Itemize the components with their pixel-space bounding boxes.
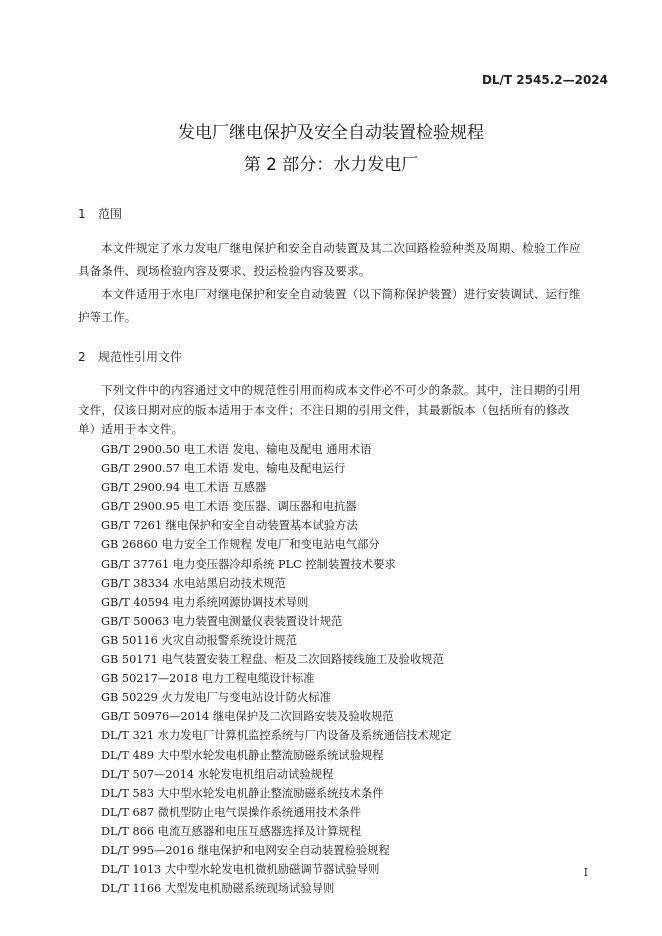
- references-intro-paragraph: 下列文件中的内容通过文中的规范性引用而构成本文件必不可少的条款。其中，注日期的引用文件，仅该日期对应的版本适用于本文件；不注日期的引用文件，其最新版本（包括所有的修改单）适用于本文件。: [78, 383, 581, 436]
- reference-item: GB/T 2900.95 电工术语 变压器、调压器和电抗器: [101, 500, 357, 514]
- reference-item: DL/T 1166 大型发电机励磁系统现场试验导则: [101, 882, 335, 896]
- scope-paragraph-1: 本文件规定了水力发电厂继电保护和安全自动装置及其二次回路检验种类及周期、检验工作应具备条件、现场检验内容及要求、投运检验内容及要求。: [78, 241, 581, 278]
- reference-item: GB/T 38334 水电站黑启动技术规范: [101, 576, 286, 590]
- reference-item: GB/T 2900.57 电工术语 发电、输电及配电运行: [101, 462, 346, 476]
- reference-item: DL/T 583 大中型水轮发电机静止整流励磁系统技术条件: [101, 786, 384, 800]
- section-heading-normative-references: [78, 348, 182, 365]
- reference-item: GB/T 2900.94 电工术语 互感器: [101, 481, 267, 495]
- reference-item: GB 26860 电力安全工作规程 发电厂和变电站电气部分: [101, 538, 380, 552]
- reference-item: GB 50229 火力发电厂与变电站设计防火标准: [101, 691, 331, 705]
- reference-item: DL/T 507—2014 水轮发电机组启动试验规程: [101, 767, 334, 781]
- section-heading-scope: [78, 205, 122, 222]
- section-title: 范围: [98, 207, 123, 221]
- document-subtitle: 第 2 部分：水力发电厂: [243, 155, 419, 175]
- reference-list: [101, 440, 451, 898]
- document-title: 发电厂继电保护及安全自动装置检验规程: [178, 123, 484, 143]
- reference-item: GB 50217—2018 电力工程电缆设计标准: [101, 672, 315, 686]
- reference-item: DL/T 1013 大中型水轮发电机微机励磁调节器试验导则: [101, 863, 380, 877]
- scope-paragraph-2: 本文件适用于水电厂对继电保护和安全自动装置（以下简称保护装置）进行安装调试、运行维护等工作。: [78, 287, 581, 324]
- reference-item: DL/T 321 水力发电厂计算机监控系统与厂内设备及系统通信技术规定: [101, 729, 452, 743]
- reference-item: DL/T 995—2016 继电保护和电网安全自动装置检验规程: [101, 843, 390, 857]
- reference-item: GB/T 50063 电力装置电测量仪表装置设计规范: [101, 614, 343, 628]
- standard-number: DL/T 2545.2—2024: [481, 73, 608, 87]
- reference-item: GB/T 2900.50 电工术语 发电、输电及配电 通用术语: [101, 443, 372, 456]
- reference-item: GB/T 40594 电力系统网源协调技术导则: [101, 595, 309, 609]
- reference-item: DL/T 866 电流互感器和电压互感器选择及计算规程: [101, 824, 361, 838]
- section-title: 规范性引用文件: [98, 350, 183, 364]
- reference-item: GB/T 50976—2014 继电保护及二次回路安装及验收规范: [101, 710, 394, 724]
- reference-item: GB 50116 火灾自动报警系统设计规范: [101, 633, 298, 647]
- page-number: I: [583, 866, 588, 879]
- reference-item: DL/T 687 微机型防止电气误操作系统通用技术条件: [101, 805, 361, 819]
- reference-item: GB 50171 电气装置安装工程盘、柜及二次回路接线施工及验收规范: [101, 653, 444, 667]
- section-number: 2: [78, 350, 86, 364]
- reference-item: GB/T 7261 继电保护和安全自动装置基本试验方法: [101, 519, 358, 533]
- section-number: 1: [78, 207, 86, 221]
- reference-item: DL/T 489 大中型水轮发电机静止整流励磁系统试验规程: [101, 748, 384, 762]
- reference-item: GB/T 37761 电力变压器冷却系统 PLC 控制装置技术要求: [101, 557, 396, 571]
